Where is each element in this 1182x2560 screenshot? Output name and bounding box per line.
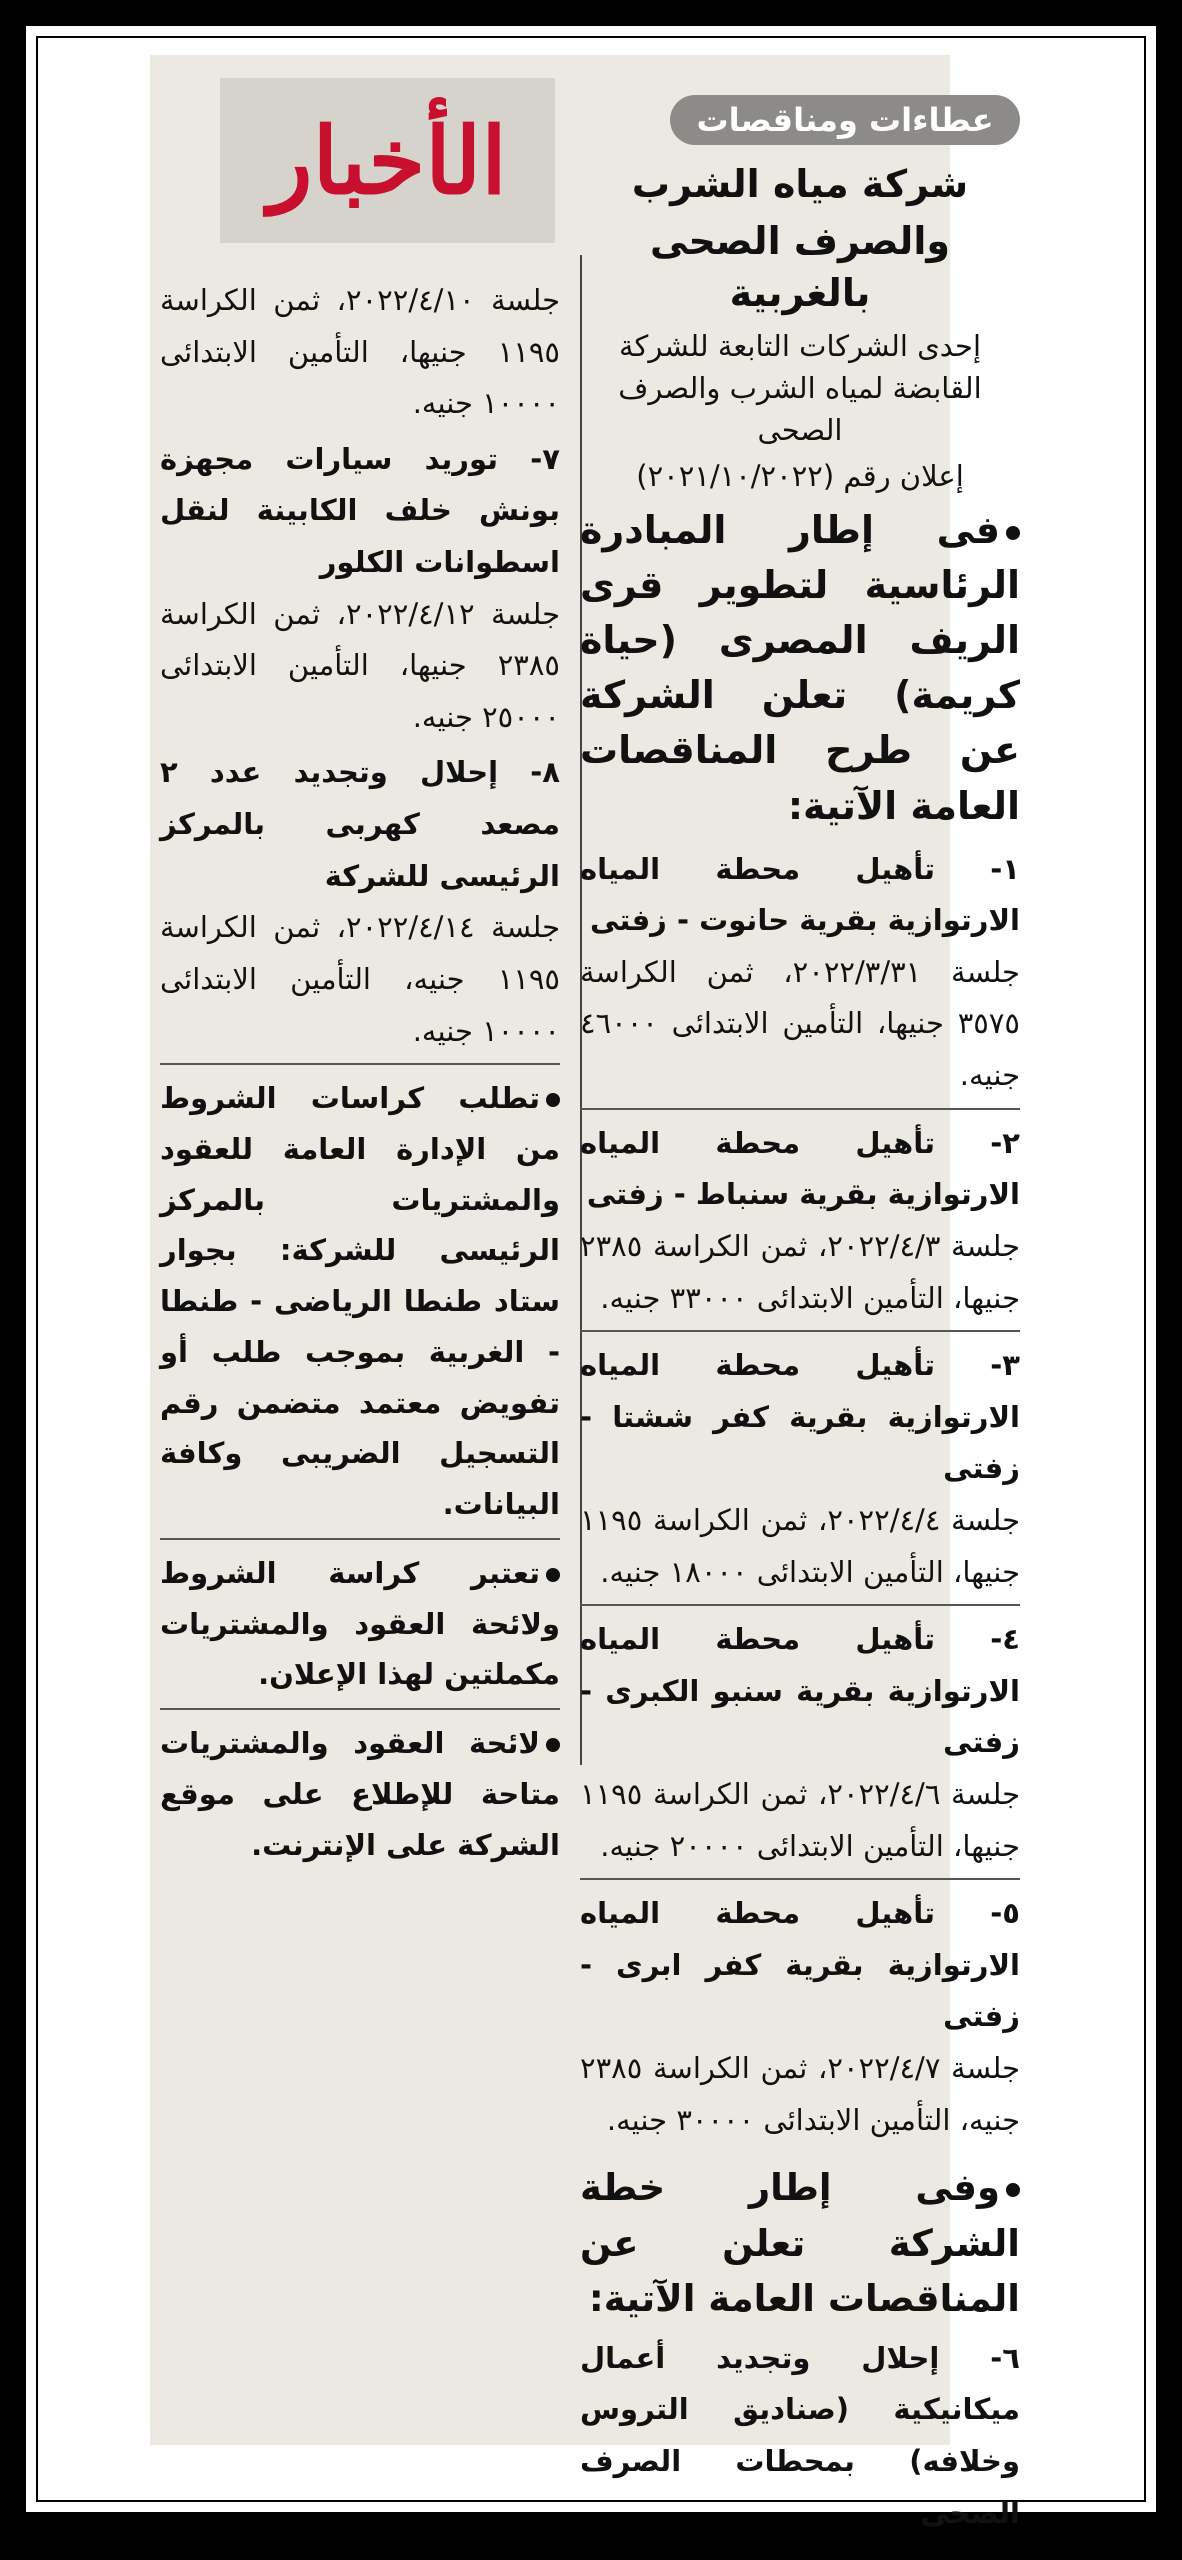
announcement-number: إعلان رقم (٢٠٢١/١٠/٢٠٢٢) <box>636 459 964 494</box>
note-text: لائحة العقود والمشتريات متاحة للإطلاع على موقع الشركة على الإنترنت. <box>160 1726 560 1862</box>
tender-item-detail: جلسة ٢٠٢٢/٤/٤، ثمن الكراسة ١١٩٥ جنيها، التأمين الابتدائى ١٨٠٠٠ جنيه. <box>580 1502 1020 1589</box>
tender-item-2 <box>580 1118 1020 1324</box>
note-text: تعتبر كراسة الشروط ولائحة العقود والمشتريات مكملتين لهذا الإعلان. <box>160 1555 560 1692</box>
tender-item-6-detail <box>160 275 560 430</box>
bullet-icon <box>546 1568 560 1582</box>
tender-item-5 <box>580 1888 1020 2146</box>
company-title-line2: والصرف الصحى بالغربية <box>650 219 950 315</box>
logo-text: الأخبار <box>268 106 507 215</box>
tender-item-title: ١- تأهيل محطة المياه الارتوازية بقرية حانوت - زفتى <box>580 851 1020 938</box>
tender-item-8 <box>160 747 560 1057</box>
tender-item-1 <box>580 844 1020 1102</box>
divider <box>580 1604 1020 1606</box>
tender-item-detail: جلسة ٢٠٢٢/٤/٦، ثمن الكراسة ١١٩٥ جنيها، التأمين الابتدائى ٢٠٠٠٠ جنيه. <box>580 1777 1020 1863</box>
divider <box>580 1108 1020 1110</box>
bullet-icon <box>1006 526 1020 540</box>
tender-item-title: ٧- توريد سيارات مجهزة بونش خلف الكابينة لنقل اسطوانات الكلور <box>160 441 560 580</box>
note-3 <box>160 1718 560 1870</box>
section-header: عطاءات ومناقصات <box>670 95 1020 145</box>
tender-item-4 <box>580 1614 1020 1872</box>
tender-item-6 <box>580 2333 1020 2539</box>
tender-item-detail: جلسة ٢٠٢٢/٤/٣، ثمن الكراسة ٢٣٨٥ جنيها، التأمين الابتدائى ٣٣٠٠٠ جنيه. <box>580 1228 1020 1315</box>
left-column <box>160 275 560 1878</box>
bullet-icon <box>1006 2183 1020 2197</box>
tender-item-title: ٥- تأهيل محطة المياه الارتوازية بقرية كفر ابرى - زفتى <box>580 1896 1020 2034</box>
company-title-line1: شركة مياه الشرب <box>631 162 969 206</box>
intro-text <box>580 503 1020 834</box>
right-column <box>580 95 1020 2543</box>
bullet-icon <box>546 1093 560 1107</box>
divider <box>580 1878 1020 1880</box>
note-1 <box>160 1073 560 1530</box>
tender-item-title: ٨- إحلال وتجديد عدد ٢ مصعد كهربى بالمركز الرئيسى للشركة <box>160 755 560 893</box>
tender-item-title: ٢- تأهيل محطة المياه الارتوازية بقرية سنباط - زفتى <box>580 1125 1020 1212</box>
divider <box>160 1708 560 1710</box>
newspaper-logo <box>220 78 555 243</box>
tender-item-detail: جلسة ٢٠٢٢/٣/٣١، ثمن الكراسة ٣٥٧٥ جنيها، التأمين الابتدائى ٤٦٠٠٠ جنيه. <box>580 954 1020 1093</box>
divider <box>580 1330 1020 1332</box>
tender-item-detail: جلسة ٢٠٢٢/٤/١٤، ثمن الكراسة ١١٩٥ جنيه، التأمين الابتدائى ١٠٠٠٠ جنيه. <box>160 910 560 1048</box>
note-2 <box>160 1548 560 1700</box>
intro-text-content: فى إطار المبادرة الرئاسية لتطوير قرى الريف المصرى (حياة كريمة) تعلن الشركة عن طرح المناقصات العامة الآتية: <box>580 508 1020 828</box>
divider <box>160 1063 560 1065</box>
tender-item-detail: جلسة ٢٠٢٢/٤/٧، ثمن الكراسة ٢٣٨٥ جنيه، التأمين الابتدائى ٣٠٠٠٠ جنيه. <box>580 2051 1020 2137</box>
company-subtitle: إحدى الشركات التابعة للشركة القابضة لمياه الشرب والصرف الصحى <box>618 328 982 447</box>
divider <box>160 1538 560 1540</box>
plan-intro <box>580 2160 1020 2327</box>
bullet-icon <box>546 1738 560 1752</box>
tender-item-3 <box>580 1340 1020 1598</box>
tender-item-detail: جلسة ٢٠٢٢/٤/١٢، ثمن الكراسة ٢٣٨٥ جنيها، التأمين الابتدائى ٢٥٠٠٠ جنيه. <box>160 596 560 734</box>
tender-item-title: ٣- تأهيل محطة المياه الارتوازية بقرية كفر ششتا - زفتى <box>580 1348 1020 1486</box>
plan-intro-text: وفى إطار خطة الشركة تعلن عن المناقصات العامة الآتية: <box>580 2166 1020 2321</box>
tender-item-title: ٤- تأهيل محطة المياه الارتوازية بقرية سنبو الكبرى - زفتى <box>580 1622 1020 1760</box>
tender-item-title: ٦- إحلال وتجديد أعمال ميكانيكية (صناديق التروس وخلافه) بمحطات الصرف الصحى <box>580 2340 1020 2530</box>
note-text: تطلب كراسات الشروط من الإدارة العامة للعقود والمشتريات بالمركز الرئيسى للشركة: بجوار ستاد طنطا الرياضى - طنطا - الغربية بموجب طلب أو تفويض معتمد متضمن رقم التسجيل الضريبى وكافة البيانات. <box>160 1081 560 1522</box>
tender-item-7 <box>160 434 560 744</box>
tender-item-detail: جلسة ٢٠٢٢/٤/١٠، ثمن الكراسة ١١٩٥ جنيها، التأمين الابتدائى ١٠٠٠٠ جنيه. <box>160 283 560 421</box>
